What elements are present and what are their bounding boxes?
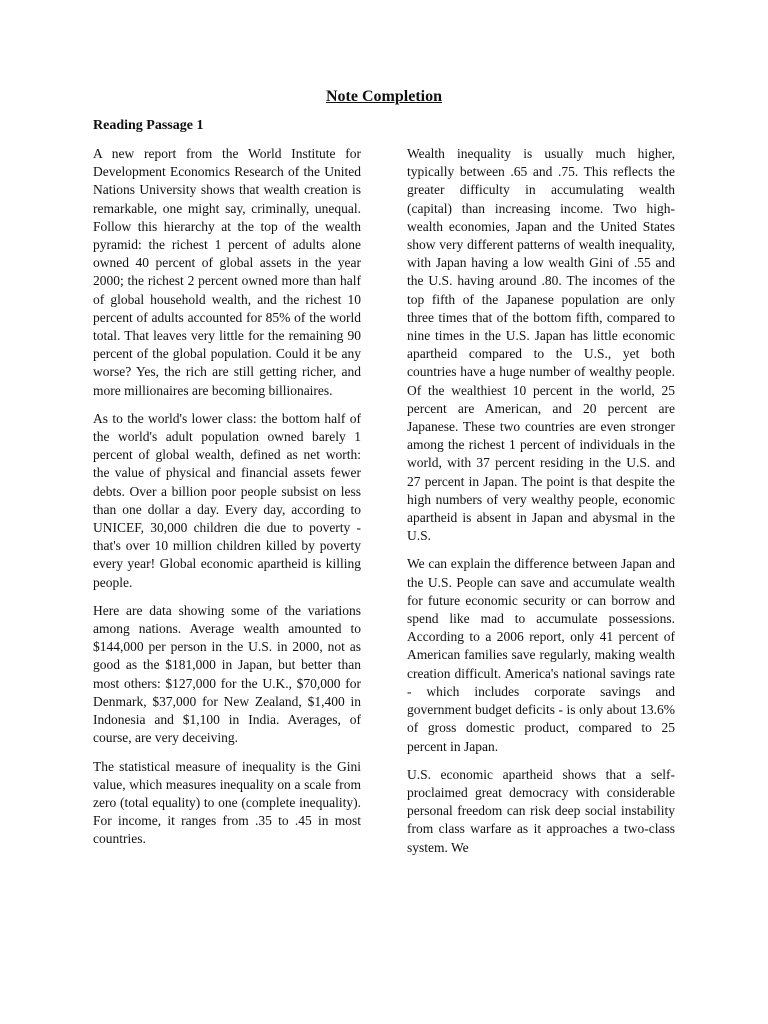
- section-heading: Reading Passage 1: [93, 118, 204, 133]
- page-title: Note Completion: [326, 88, 442, 105]
- right-column: [407, 145, 675, 867]
- paragraph: U.S. economic apartheid shows that a self-proclaimed great democracy with considerable personal freedom can risk deep social instability from class warfare as it approaches a two-class system. We: [407, 766, 675, 855]
- paragraph: Here are data showing some of the variations among nations. Average wealth amounted to $144,000 per person in the U.S. in 2000, not as good as the $181,000 in Japan, but better than most others: $127,000 for the U.K., $70,000 for Denmark, $37,000 for New Zealand, $1,400 in Indonesia and $1,100 in India. Averages, of course, are very deceiving.: [93, 602, 361, 746]
- paragraph: We can explain the difference between Japan and the U.S. People can save and accumulate wealth for future economic security or can borrow and spend like mad to accumulate possessions. According to a 2006 report, only 41 percent of American families save regularly, making wealth creation difficult. America's national savings rate - which includes corporate savings and government budget deficits - is only about 13.6% of gross domestic product, compared to 25 percent in Japan.: [407, 556, 675, 754]
- paragraph: The statistical measure of inequality is the Gini value, which measures inequality on a scale from zero (total equality) to one (complete inequality). For income, it ranges from .35 to .45 in most countries.: [93, 758, 361, 847]
- paragraph: A new report from the World Institute for Development Economics Research of the United Nations University shows that wealth creation is remarkable, one might say, criminally, unequal. Follow this hierarchy at the top of the wealth pyramid: the richest 1 percent of adults alone owned 40 percent of global assets in the year 2000; the richest 2 percent owned more than half of global household wealth, and the richest 10 percent of adults accounted for 85% of the world total. That leaves very little for the remaining 90 percent of the global population. Could it be any worse? Yes, the rich are still getting richer, and more millionaires are becoming billionaires.: [93, 146, 361, 398]
- paragraph: Wealth inequality is usually much higher, typically between .65 and .75. This reflects the greater difficulty in accumulating wealth (capital) than increasing income. Two high-wealth economies, Japan and the United States show very different patterns of wealth inequality, with Japan having a low wealth Gini of .55 and the U.S. having around .80. The incomes of the top fifth of the Japanese population are only three times that of the bottom fifth, compared to nine times in the U.S. Japan has little economic apartheid compared to the U.S., yet both countries have a huge number of wealthy people. Of the wealthiest 10 percent in the world, 25 percent are American, and 20 percent are Japanese. These two countries are even stronger among the richest 1 percent of individuals in the world, with 37 percent residing in the U.S. and 27 percent in Japan. The point is that despite the high numbers of very wealthy people, economic apartheid is absent in Japan and abysmal in the U.S.: [407, 146, 675, 544]
- paragraph: As to the world's lower class: the bottom half of the world's adult population owned barely 1 percent of global wealth, defined as net worth: the value of physical and financial assets fewer debts. Over a billion poor people subsist on less than one dollar a day. Every day, according to UNICEF, 30,000 children die due to poverty - that's over 10 million children killed by poverty every year! Global economic apartheid is killing people.: [93, 410, 361, 590]
- left-column: [93, 145, 361, 859]
